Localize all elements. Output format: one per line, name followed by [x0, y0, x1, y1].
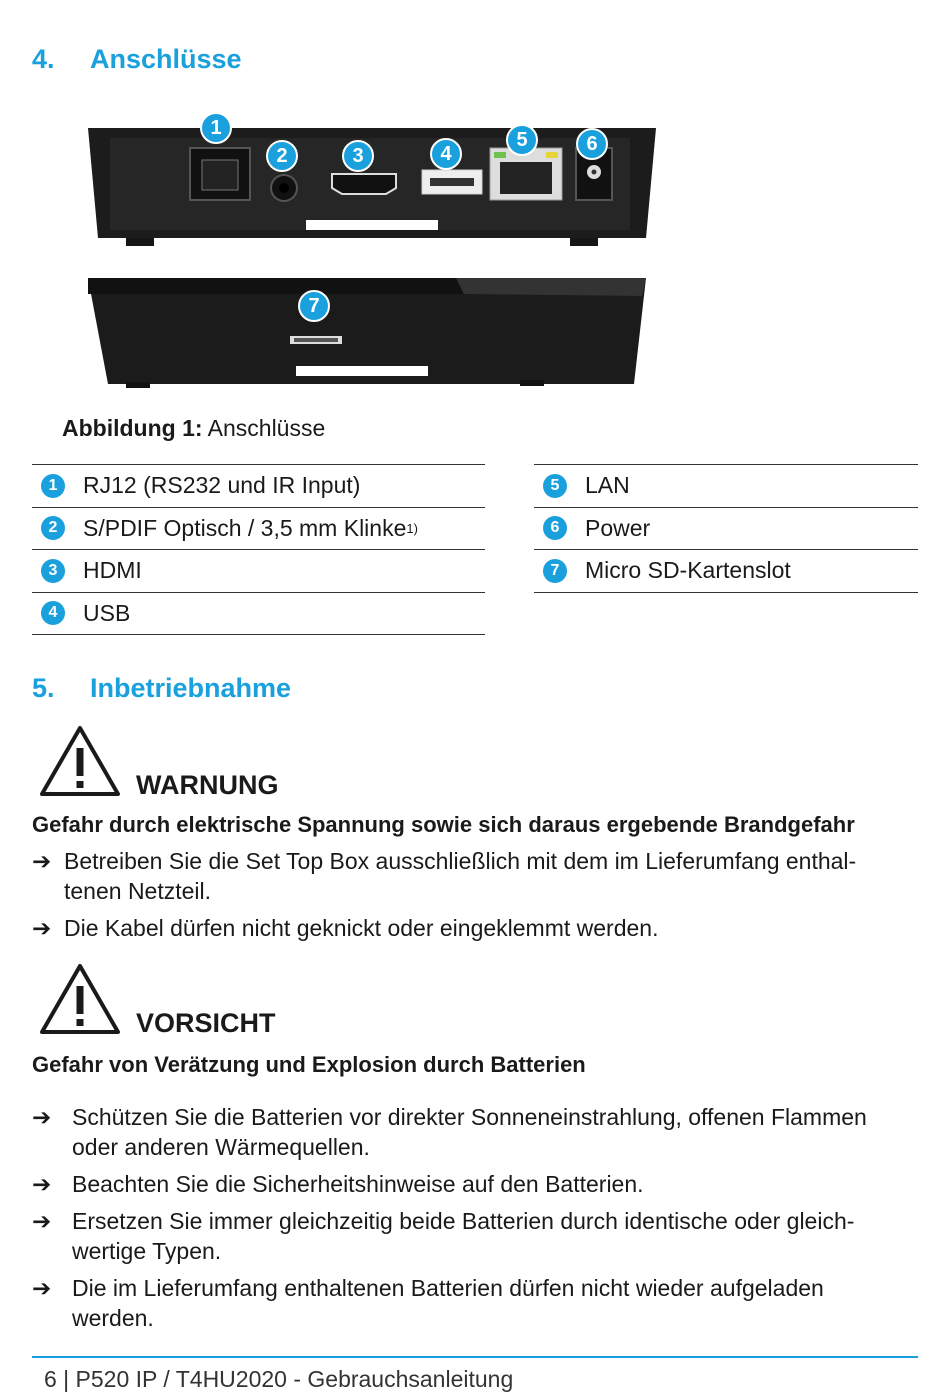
device-side-illustration: [86, 274, 666, 388]
table-row: [32, 550, 485, 593]
device-side-image: [86, 274, 666, 388]
arrow-right-icon: ➔: [32, 1104, 52, 1130]
device-rear-illustration: [86, 110, 666, 250]
warning-title: WARNUNG: [136, 770, 279, 800]
table-row: [32, 593, 485, 636]
arrow-right-icon: ➔: [32, 1275, 52, 1301]
photo-badge-6: 6: [576, 128, 608, 160]
row-text: USB: [83, 599, 131, 626]
section-4-heading: [32, 44, 242, 75]
row-text: HDMI: [83, 557, 142, 584]
arrow-right-icon: ➔: [32, 1208, 52, 1234]
row-text: RJ12 (RS232 und IR Input): [83, 472, 361, 499]
caution-subtitle: Gefahr von Verätzung und Explosion durch Batterien: [32, 1052, 586, 1077]
photo-badge-7: 7: [298, 290, 330, 322]
arrow-right-icon: ➔: [32, 915, 52, 941]
photo-badge-3: 3: [342, 140, 374, 172]
list-item-text: Ersetzen Sie immer gleichzeitig beide Batterien durch identische oder gleich-wertige Typen.: [72, 1208, 855, 1264]
row-badge: 7: [543, 559, 567, 583]
list-item-text: Die Kabel dürfen nicht geknickt oder eingeklemmt werden.: [64, 915, 659, 941]
list-item: [32, 1169, 912, 1199]
row-text: LAN: [585, 472, 630, 499]
connector-table-left: [32, 464, 485, 635]
caution-title: VORSICHT: [136, 1008, 276, 1038]
page-footer: 6 | P520 IP / T4HU2020 - Gebrauchsanleitung: [44, 1366, 514, 1392]
row-badge: 5: [543, 474, 567, 498]
section-number: 5.: [32, 673, 55, 703]
list-item-text: Betreiben Sie die Set Top Box ausschließlich mit dem im Lieferumfang enthal-tenen Netzteil.: [64, 848, 857, 904]
row-badge: 3: [41, 559, 65, 583]
row-badge: 2: [41, 516, 65, 540]
warning-triangle-icon: [38, 962, 122, 1041]
list-item: [32, 846, 912, 906]
list-item: [32, 1273, 912, 1333]
table-row: [534, 550, 918, 593]
warning-list: [32, 846, 912, 950]
photo-badge-2: 2: [266, 140, 298, 172]
row-badge: 6: [543, 516, 567, 540]
warning-subtitle: Gefahr durch elektrische Spannung sowie sich daraus ergebende Brandgefahr: [32, 812, 855, 837]
list-item-text: Beachten Sie die Sicherheitshinweise auf den Batterien.: [72, 1171, 644, 1197]
table-row: [32, 508, 485, 551]
section-title: Anschlüsse: [90, 44, 242, 74]
section-5-heading: [32, 673, 291, 704]
photo-badge-5: 5: [506, 124, 538, 156]
table-row: [32, 465, 485, 508]
section-number: 4.: [32, 44, 55, 74]
connector-table-right: [534, 464, 918, 593]
figure-caption: [62, 415, 325, 442]
row-text: Micro SD-Kartenslot: [585, 557, 791, 584]
row-text: Power: [585, 514, 651, 541]
list-item: [32, 913, 912, 943]
row-badge: 1: [41, 474, 65, 498]
photo-badge-1: 1: [200, 112, 232, 144]
arrow-right-icon: ➔: [32, 848, 52, 874]
table-row: [534, 508, 918, 551]
list-item: [32, 1206, 912, 1266]
footnote-marker: 1): [406, 520, 418, 536]
figure-caption-text: Anschlüsse: [202, 415, 326, 441]
caution-list: [32, 1102, 912, 1340]
device-rear-image: [86, 110, 666, 250]
list-item-text: Die im Lieferumfang enthaltenen Batterien dürfen nicht wieder aufgeladen werden.: [72, 1275, 824, 1331]
warning-triangle-icon: [38, 724, 122, 803]
section-title: Inbetriebnahme: [90, 673, 292, 703]
photo-badge-4: 4: [430, 138, 462, 170]
figure-caption-label: Abbildung 1:: [62, 415, 203, 441]
row-text: S/PDIF Optisch / 3,5 mm Klinke: [83, 514, 407, 541]
list-item: [32, 1102, 912, 1162]
table-row: [534, 465, 918, 508]
footer-divider: [32, 1356, 918, 1358]
arrow-right-icon: ➔: [32, 1171, 52, 1197]
row-badge: 4: [41, 601, 65, 625]
list-item-text: Schützen Sie die Batterien vor direkter Sonneneinstrahlung, offenen Flammen oder anderen Wärmequellen.: [72, 1104, 867, 1160]
